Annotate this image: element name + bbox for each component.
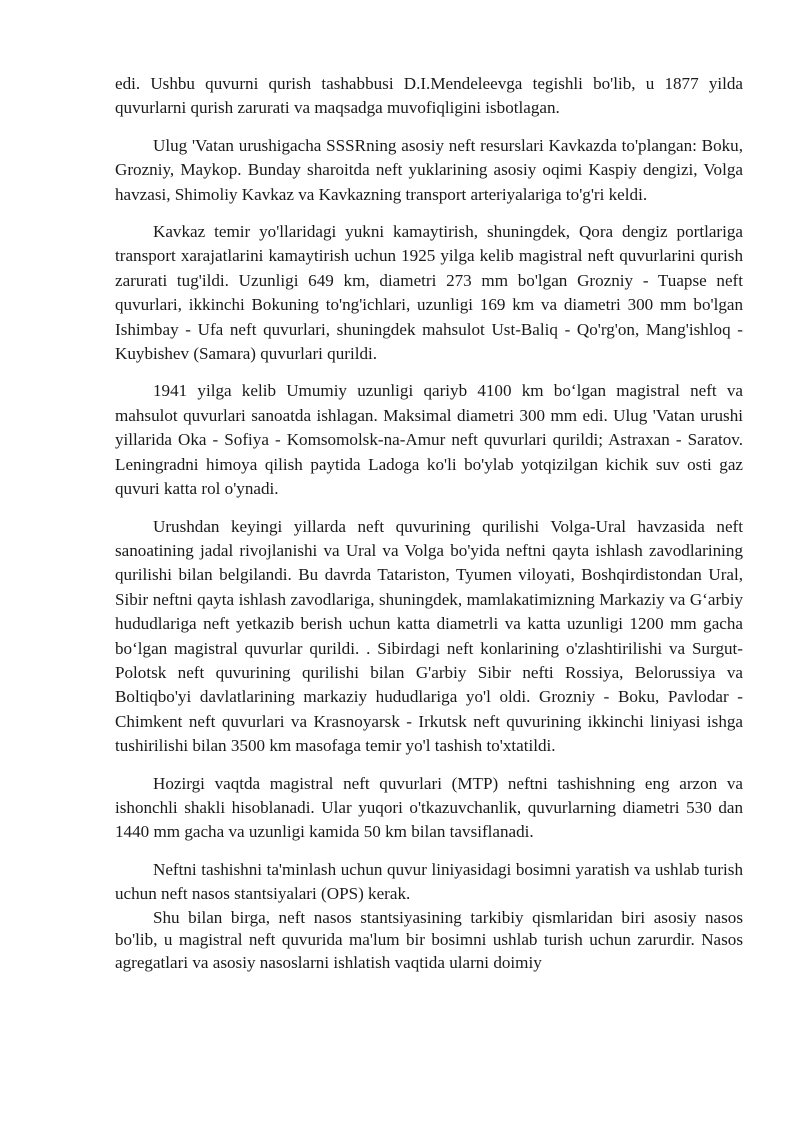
paragraph-postwar-construction: Urushdan keyingi yillarda neft quvurining qurilishi Volga-Ural havzasida neft sanoatining jadal rivojlanishi va Ural va Volga bo'yida neftni qayta ishlash zavodlarining qurilishi bilan belgilandi. Bu davrda Tatariston, Tyumen viloyati, Boshqirdistondan Ural, Sibir neftni qayta ishlash zavodlariga, shuningdek, mamlakatimizning Markaziy va G‘arbiy hududlariga neft yetkazib berish uchun katta diametrli va katta uzunligi 1200 mm gacha bo‘lgan magistral quvurlar qurildi. . Sibirdagi neft konlarining o'zlashtirilishi va Surgut-Polotsk neft quvurining qurilishi bilan G'arbiy Sibir nefti Rossiya, Belorussiya va Boltiqbo'yi davlatlarining markaziy hududlariga yo'l oldi. Grozniy - Boku, Pavlodar - Chimkent neft quvurlari va Krasnoyarsk - Irkutsk neft quvurining ikkinchi liniyasi ishga tushirilishi bilan 3500 km masofaga temir yo'l tashish to'xtatildi. [115,516,743,756]
document-page [115,72,743,987]
paragraph-caucasus-resources: Ulug 'Vatan urushigacha SSSRning asosiy neft resurslari Kavkazda to'plangan: Boku, Grozniy, Maykop. Bunday sharoitda neft yuklarining asosiy oqimi Kaspiy dengizi, Volga havzasi, Shimoliy Kavkaz va Kavkazning transport arteriyalariga to'g'ri keldi. [115,135,743,204]
paragraph-1941-pipelines: 1941 yilga kelib Umumiy uzunligi qariyb 4100 km bo‘lgan magistral neft va mahsulot quvurlari sanoatda ishlagan. Maksimal diametri 300 mm edi. Ulug 'Vatan urushi yillarida Oka - Sofiya - Komsomolsk-na-Amur neft quvurlari qurildi; Astraxan - Saratov. Leningradni himoya qilish paytida Ladoga ko'li bo'ylab yotqizilgan kichik suv osti gaz quvuri katta rol o'ynadi. [115,381,743,499]
paragraph-main-pump: Shu bilan birga, neft nasos stantsiyasining tarkibiy qismlaridan biri asosiy nasos bo'lib, u magistral neft quvurida ma'lum bir bosimni ushlab turish uchun zarurdir. Nasos agregatlari va asosiy nasoslarni ishlatish vaqtida ularni doimiy [115,907,743,972]
paragraph-1925-pipelines: Kavkaz temir yo'llaridagi yukni kamaytirish, shuningdek, Qora dengiz portlariga transport xarajatlarini kamaytirish uchun 1925 yilga kelib magistral neft quvurlarini qurish zarurati tug'ildi. Uzunligi 649 km, diametri 273 mm bo'lgan Grozniy - Tuapse neft quvurlari, ikkinchi Bokuning to'ng'ichlari, uzunligi 169 km va diametri 300 mm bo'lgan Ishimbay - Ufa neft quvurlari, shuningdek mahsulot Ust-Baliq - Qo'rg'on, Mang'ishloq - Kuybishev (Samara) quvurlari qurildi. [115,222,743,364]
paragraph-mtp-current: Hozirgi vaqtda magistral neft quvurlari (MTP) neftni tashishning eng arzon va ishonchli shakli hisoblanadi. Ular yuqori o'tkazuvchanlik, quvurlarning diametri 530 dan 1440 mm gacha va uzunligi kamida 50 km bilan tavsiflanadi. [115,773,743,842]
paragraph-mendeleev: edi. Ushbu quvurni qurish tashabbusi D.I.Mendeleevga tegishli bo'lib, u 1877 yilda quvurlarni qurish zarurati va maqsadga muvofiqligini isbotlagan. [115,74,743,118]
paragraph-pumping-stations: Neftni tashishni ta'minlash uchun quvur liniyasidagi bosimni yaratish va ushlab turish uchun neft nasos stantsiyalari (OPS) kerak. [115,859,743,904]
